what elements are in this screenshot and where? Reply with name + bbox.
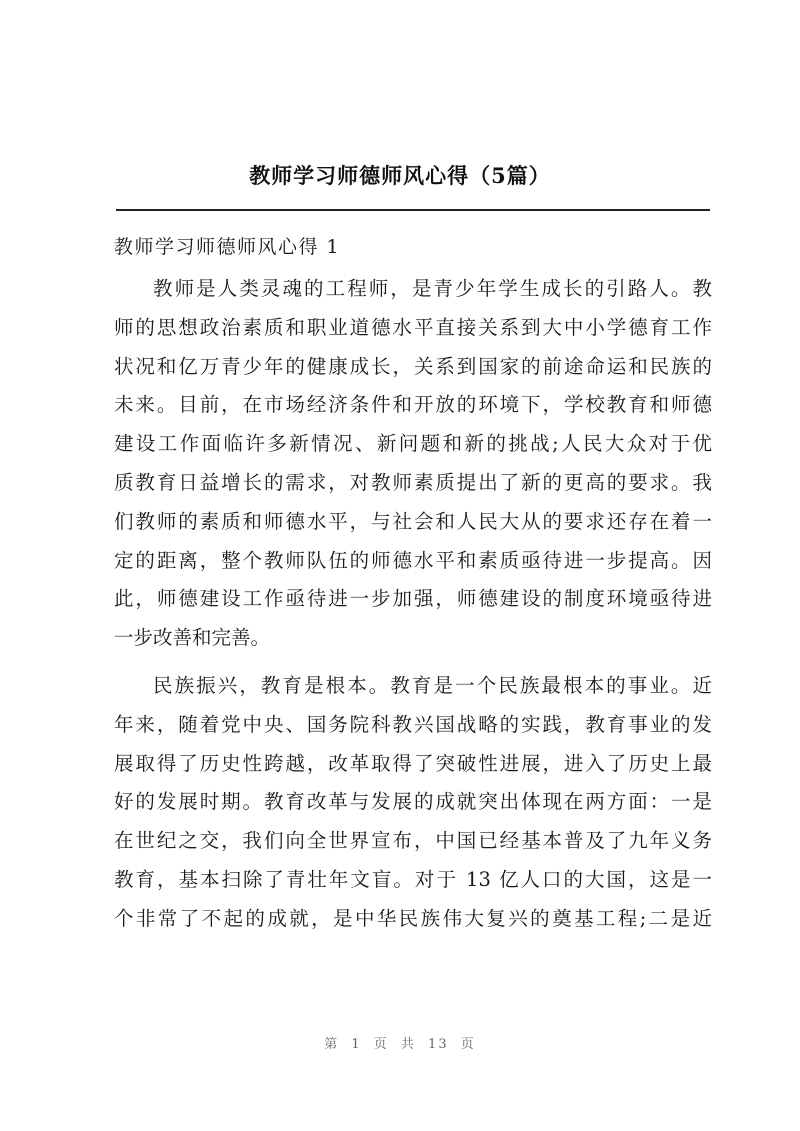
- document-title: 教师学习师德师风心得（5篇）: [249, 163, 551, 188]
- text-line: 在世纪之交，我们向全世界宣布，中国已经基本普及了九年义务: [114, 829, 712, 853]
- text-line: 建设工作面临许多新情况、新问题和新的挑战;人民大众对于优: [114, 432, 712, 456]
- paragraph: [114, 667, 712, 939]
- text-line: 们教师的素质和师德水平，与社会和人民大从的要求还存在着一: [114, 509, 712, 533]
- body-text: [114, 270, 712, 939]
- text-line: 民族振兴，教育是根本。教育是一个民族最根本的事业。近: [153, 673, 712, 697]
- text-line: 定的距离，整个教师队伍的师德水平和素质亟待进一步提高。因: [114, 548, 712, 572]
- text-line: 教育，基本扫除了青壮年文盲。对于 13 亿人口的大国，这是一: [114, 867, 712, 891]
- text-line: 一步改善和完善。: [114, 626, 271, 650]
- text-line: 好的发展时期。教育改革与发展的成就突出体现在两方面：一是: [114, 790, 712, 814]
- text-line: 教师是人类灵魂的工程师，是青少年学生成长的引路人。教: [153, 277, 712, 300]
- section-heading: 教师学习师德师风心得 1: [114, 236, 341, 258]
- text-line: 质教育日益增长的需求，对教师素质提出了新的更高的要求。我: [114, 470, 712, 494]
- paragraph-gap: [114, 658, 712, 667]
- text-line: 年来，随着党中央、国务院科教兴国战略的实践，教育事业的发: [114, 712, 712, 736]
- text-line: 个非常了不起的成就，是中华民族伟大复兴的奠基工程;二是近: [114, 906, 712, 930]
- title-underline: [116, 209, 710, 211]
- text-line: 未来。目前，在市场经济条件和开放的环境下，学校教育和师德: [114, 393, 712, 417]
- text-line: 展取得了历史性跨越，改革取得了突破性进展，进入了历史上最: [114, 751, 712, 775]
- text-line: 状况和亿万青少年的健康成长，关系到国家的前途命运和民族的: [114, 354, 712, 378]
- paragraph: [114, 270, 712, 658]
- page-footer: 第 1 页 共 13 页: [324, 1037, 476, 1052]
- text-line: 此，师德建设工作亟待进一步加强，师德建设的制度环境亟待进: [114, 587, 712, 611]
- text-line: 师的思想政治素质和职业道德水平直接关系到大中小学德育工作: [114, 315, 712, 339]
